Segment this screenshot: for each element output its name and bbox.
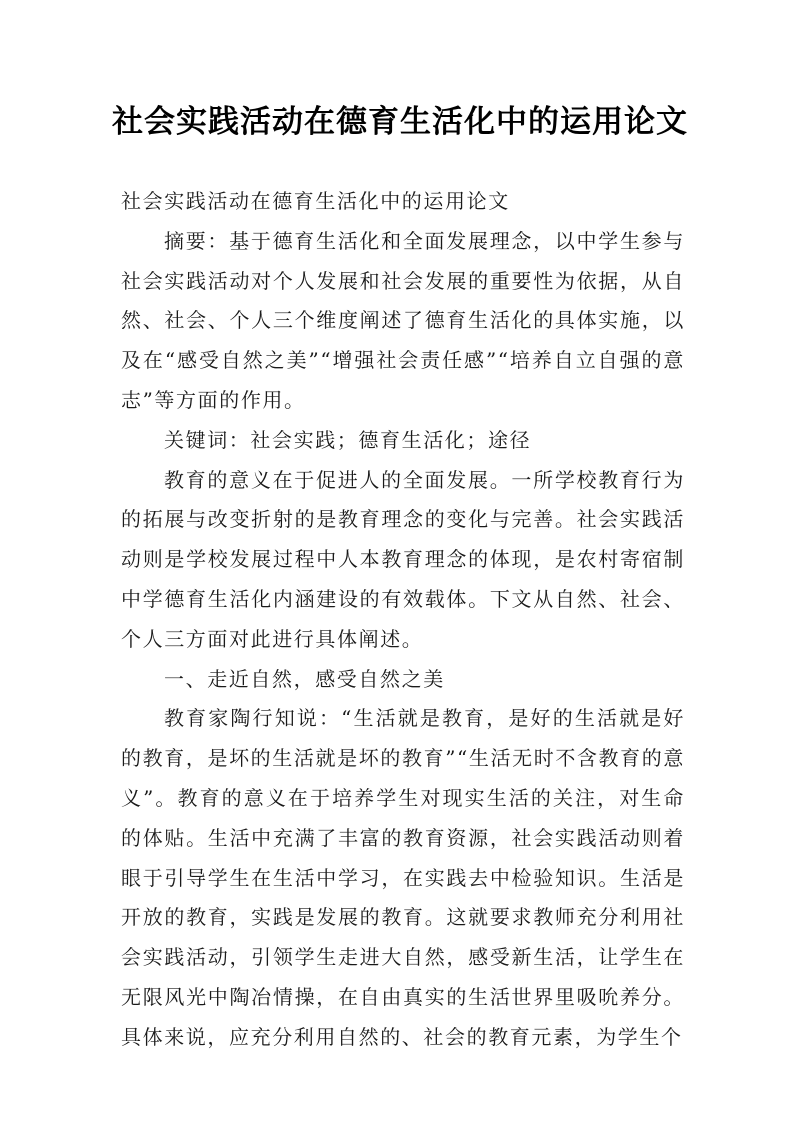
document-body [121, 182, 685, 1058]
document-title: 社会实践活动在德育生活化中的运用论文 [112, 104, 688, 140]
paragraph-keywords: 关键词：社会实践；德育生活化；途径 [164, 427, 532, 452]
paragraph-section-1: 教育家陶行知说：“生活就是教育，是好的生活就是好的教育，是坏的生活就是坏的教育”“生活无时不含教育的意义”。教育的意义在于培养学生对现实生活的关注，对生命的体贴。生活中充满了丰富的教育资源，社会实践活动则着眼于引导学生在生活中学习，在实践去中检验知识。生活是开放的教育，实践是发展的教育。这就要求教师充分利用社会实践活动，引领学生走进大自然，感受新生活，让学生在无限风光中陶冶情操，在自由真实的生活世界里吸吮养分。具体来说，应充分利用自然的、社会的教育元素，为学生个 [121, 706, 685, 1049]
paragraph-introduction: 教育的意义在于促进人的全面发展。一所学校教育行为的拓展与改变折射的是教育理念的变化与完善。社会实践活动则是学校发展过程中人本教育理念的体现，是农村寄宿制中学德育生活化内涵建设的有效载体。下文从自然、社会、个人三方面对此进行具体阐述。 [121, 467, 685, 651]
section-heading-1: 一、走近自然，感受自然之美 [164, 666, 445, 691]
paragraph-abstract: 摘要：基于德育生活化和全面发展理念，以中学生参与社会实践活动对个人发展和社会发展的重要性为依据，从自然、社会、个人三个维度阐述了德育生活化的具体实施，以及在“感受自然之美”“增强社会责任感”“培养自立自强的意志”等方面的作用。 [121, 228, 685, 412]
paragraph-subtitle: 社会实践活动在德育生活化中的运用论文 [121, 189, 510, 213]
